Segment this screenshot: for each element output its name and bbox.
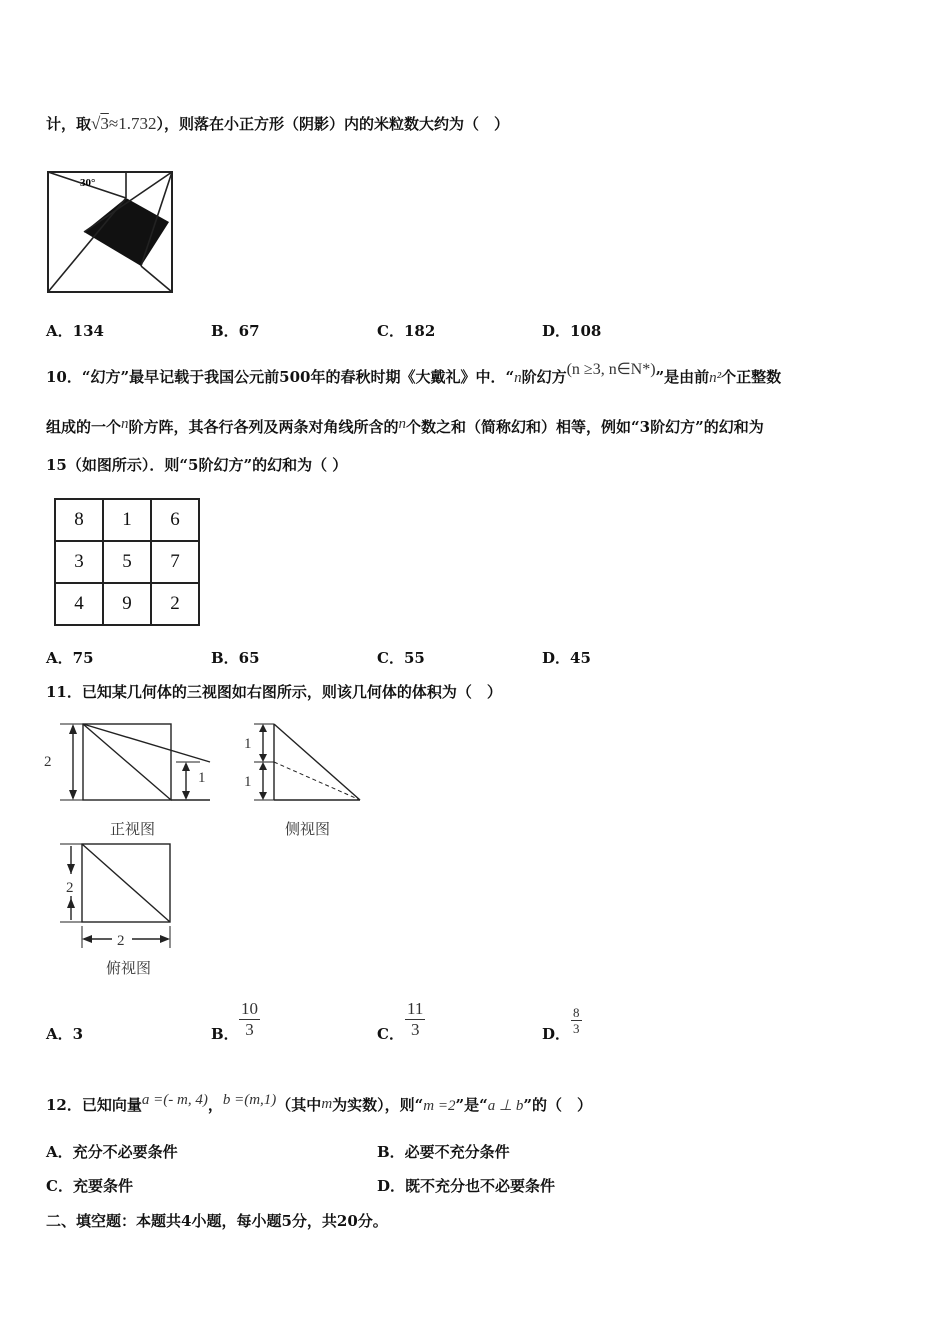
q12-prefix: 12．已知向量 <box>46 1096 142 1114</box>
q12-mid3: ”是“ <box>455 1096 488 1114</box>
q12-comma: ， <box>207 1096 223 1114</box>
q11-option-a[interactable]: A．3 <box>46 1025 84 1043</box>
var-n-squared: n² <box>709 370 722 386</box>
grid-cell: 4 <box>55 583 103 625</box>
side-view-figure <box>236 716 366 808</box>
q11-option-b-label[interactable]: B． <box>211 1025 239 1043</box>
q9-option-c[interactable]: C．182 <box>377 322 436 340</box>
q10-line2 <box>46 416 764 437</box>
q10-text-e: 组成的一个 <box>46 418 122 436</box>
q10-line1 <box>46 361 782 387</box>
magic-square-grid <box>54 498 200 626</box>
dim-label: 2 <box>117 933 125 949</box>
sqrt-symbol: √ <box>91 114 101 133</box>
dim-label: 2 <box>66 880 74 896</box>
q10-text-g: 个数之和（简称幻和）相等，例如“3阶幻方”的幻和为 <box>406 418 764 436</box>
fraction-numerator: 11 <box>407 999 424 1018</box>
q10-text-d: 个正整数 <box>721 368 782 386</box>
q10-text-f: 阶方阵，其各行各列及两条对角线所含的 <box>128 418 399 436</box>
q9-suffix: ），则落在小正方形（阴影）内的米粒数大约为（ ） <box>156 115 509 133</box>
dim-label: 1 <box>198 770 206 786</box>
vector-b: b =(m,1) <box>222 1092 277 1108</box>
dim-label: 1 <box>244 736 252 752</box>
top-view-label: 俯视图 <box>106 959 152 977</box>
q12-option-b[interactable]: B．必要不充分条件 <box>377 1143 510 1161</box>
q9-stem <box>46 113 509 134</box>
q10-text-b: 阶幻方 <box>521 368 567 386</box>
var-m: m <box>321 1096 333 1112</box>
q9-option-d[interactable]: D．108 <box>542 322 602 340</box>
q10-option-a[interactable]: A．75 <box>46 649 94 667</box>
q11-option-d-fraction[interactable] <box>571 1005 582 1036</box>
vector-a: a =(- m, 4) <box>141 1092 208 1108</box>
fraction-denominator: 3 <box>573 1021 580 1036</box>
perpendicular-condition: a ⊥ b <box>487 1098 524 1114</box>
front-view-label: 正视图 <box>110 820 156 838</box>
q12-mid: （其中 <box>276 1096 322 1114</box>
front-view-figure <box>40 716 220 808</box>
q10-option-c[interactable]: C．55 <box>377 649 425 667</box>
condition-m: m =2 <box>423 1098 456 1114</box>
q10-condition: (n ≥3, n∈N*) <box>566 361 656 378</box>
fraction-numerator: 8 <box>573 1005 580 1020</box>
grid-cell: 7 <box>151 541 199 583</box>
top-view-figure <box>50 840 180 952</box>
q11-stem: 11．已知某几何体的三视图如右图所示，则该几何体的体积为（ ） <box>46 683 502 701</box>
q10-text-c: ”是由前 <box>655 368 710 386</box>
approx-value: ≈1.732 <box>108 114 157 133</box>
grid-cell: 3 <box>55 541 103 583</box>
q12-suffix: ”的（ ） <box>523 1096 592 1114</box>
fraction-numerator: 10 <box>241 999 258 1018</box>
q9-option-a[interactable]: A．134 <box>46 322 104 340</box>
q9-prefix: 计，取 <box>46 115 92 133</box>
dim-label: 2 <box>44 754 52 770</box>
q10-text-a: 10．“幻方”最早记载于我国公元前500年的春秋时期《大戴礼》中．“ <box>46 368 515 386</box>
grid-cell: 2 <box>151 583 199 625</box>
section-heading: 二、填空题：本题共4小题，每小题5分，共20分。 <box>46 1212 388 1230</box>
q12-mid2: 为实数），则“ <box>332 1096 424 1114</box>
q11-option-c-label[interactable]: C． <box>377 1025 404 1043</box>
grid-cell: 8 <box>55 499 103 541</box>
var-n: n <box>398 416 407 432</box>
q9-square-figure <box>46 170 176 296</box>
fraction-denominator: 3 <box>410 1020 420 1039</box>
q11-option-c-fraction[interactable] <box>405 999 425 1040</box>
dim-label: 1 <box>244 774 252 790</box>
q10-option-d[interactable]: D．45 <box>542 649 591 667</box>
q12-option-d[interactable]: D．既不充分也不必要条件 <box>377 1177 556 1195</box>
q12-option-c[interactable]: C．充要条件 <box>46 1177 133 1195</box>
fraction-denominator: 3 <box>245 1020 254 1039</box>
angle-label: 30° <box>80 177 96 189</box>
q9-option-b[interactable]: B．67 <box>211 322 260 340</box>
side-view-label: 侧视图 <box>285 820 331 838</box>
sqrt-value: 3 <box>100 114 109 133</box>
q12-stem <box>46 1094 592 1115</box>
q10-line3: 15（如图所示）．则“5阶幻方”的幻和为（ ） <box>46 456 348 474</box>
q12-option-a[interactable]: A．充分不必要条件 <box>46 1143 178 1161</box>
q10-option-b[interactable]: B．65 <box>211 649 260 667</box>
q11-option-d-label[interactable]: D． <box>542 1025 571 1043</box>
grid-cell: 5 <box>103 541 151 583</box>
var-n: n <box>121 416 129 432</box>
grid-cell: 6 <box>151 499 199 541</box>
grid-cell: 9 <box>103 583 151 625</box>
q11-option-b-fraction[interactable] <box>239 999 260 1040</box>
var-n: n <box>514 370 522 386</box>
grid-cell: 1 <box>103 499 151 541</box>
